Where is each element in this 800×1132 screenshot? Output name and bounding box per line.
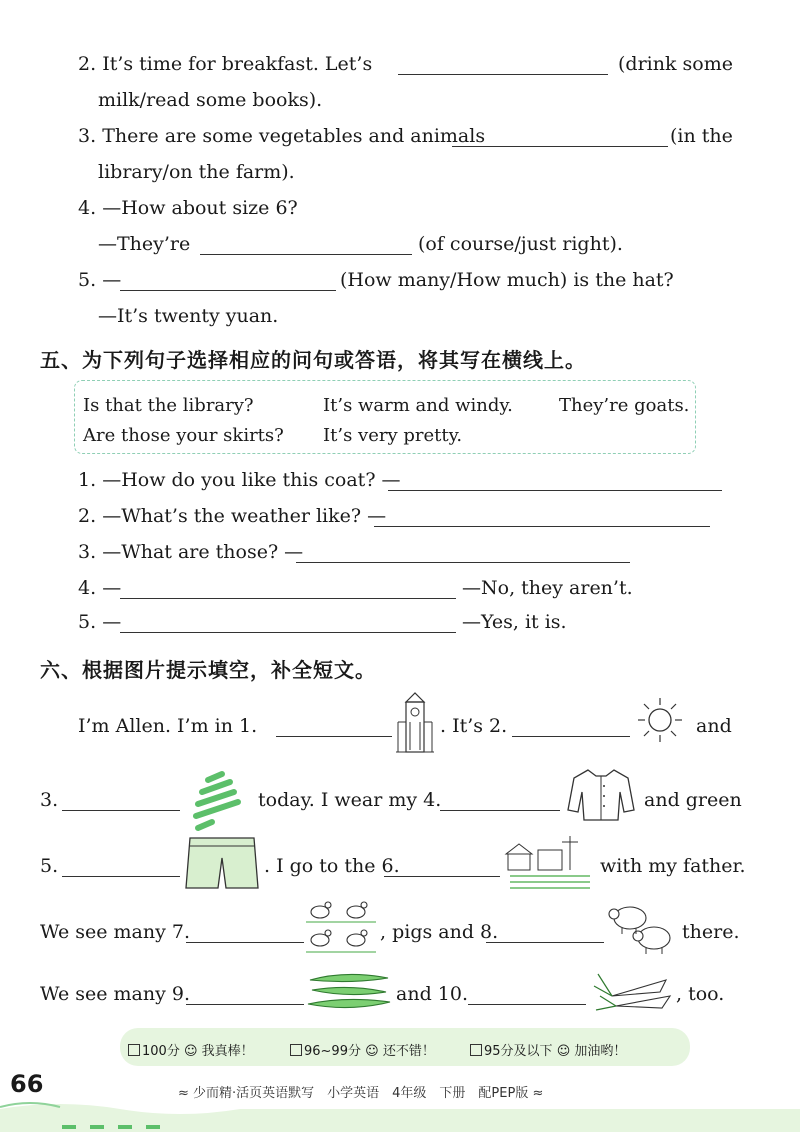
q5-3 — [78, 540, 303, 564]
smile-icon: ☺ — [556, 1044, 571, 1059]
score-item-1 — [128, 1040, 254, 1059]
choice-text: (in the — [670, 125, 733, 147]
passage-text: I’m Allen. I’m in 1. — [78, 715, 258, 737]
score-range: 95分及以下 — [484, 1044, 553, 1059]
passage-text: , pigs and 8. — [380, 921, 499, 943]
passage-text: . It’s 2. — [440, 715, 508, 737]
answer-text: —Yes, it is. — [462, 611, 567, 633]
hens-icon — [306, 898, 378, 956]
q5-1 — [78, 468, 401, 492]
q-number: 4. — [78, 197, 97, 219]
passage-text: We see many 7. — [40, 921, 191, 943]
option-item: Are those your skirts? — [83, 425, 284, 446]
section-title-6: 六、根据图片提示填空，补全短文。 — [40, 658, 376, 682]
question-text: —What’s the weather like? — — [102, 505, 387, 527]
passage-text: We see many 9. — [40, 983, 191, 1005]
option-item: It’s warm and windy. — [323, 395, 513, 416]
checkbox-icon[interactable] — [470, 1044, 482, 1056]
bottom-decoration — [0, 1095, 800, 1132]
option-item: It’s very pretty. — [323, 425, 463, 446]
answer-text: —No, they aren’t. — [462, 577, 633, 599]
answer-blank[interactable] — [468, 986, 586, 1005]
dash: — — [102, 577, 122, 599]
score-comment: 还不错！ — [382, 1044, 435, 1059]
choice-text: milk/read some books). — [98, 89, 323, 111]
passage-text: there. — [682, 921, 740, 943]
passage-text: and — [696, 715, 732, 737]
score-item-2 — [290, 1040, 435, 1059]
shirt-icon — [566, 766, 636, 822]
q-number: 3. — [78, 125, 97, 147]
q4-3-line1 — [78, 124, 485, 148]
answer-blank[interactable] — [62, 858, 180, 877]
score-comment: 加油哟！ — [574, 1044, 627, 1059]
answer-blank[interactable] — [384, 858, 500, 877]
farm-icon — [504, 836, 596, 890]
answer-blank[interactable] — [486, 924, 604, 943]
carrots-icon — [590, 966, 672, 1016]
answer-blank[interactable] — [512, 718, 630, 737]
answer-text: —It’s twenty yuan. — [98, 305, 279, 327]
page-number: 66 — [10, 1070, 44, 1098]
answer-prefix: —They’re — [98, 233, 191, 255]
passage-text: 5. — [40, 855, 59, 877]
q4-5-line1 — [78, 268, 121, 292]
passage-text: with my father. — [600, 855, 746, 877]
choice-text: (of course/just right). — [418, 233, 623, 255]
score-range: 100分 — [142, 1044, 180, 1059]
q-number: 3. — [78, 541, 97, 563]
shorts-icon — [184, 834, 260, 892]
answer-blank[interactable] — [186, 986, 304, 1005]
score-comment: 我真棒！ — [201, 1044, 254, 1059]
passage-text: . I go to the 6. — [264, 855, 400, 877]
score-item-3 — [470, 1040, 626, 1059]
sheep-icon — [606, 900, 676, 956]
choice-text: (drink some — [618, 53, 733, 75]
q4-4-line1 — [78, 196, 298, 220]
answer-blank[interactable] — [296, 544, 630, 563]
option-item: Is that the library? — [83, 395, 254, 416]
sun-icon — [636, 696, 684, 744]
wind-icon — [188, 770, 250, 832]
answer-blank[interactable] — [120, 272, 336, 291]
answer-blank[interactable] — [374, 508, 710, 527]
section-title-5: 五、为下列句子选择相应的问句或答语，将其写在横线上。 — [40, 348, 586, 372]
book-info: ≈ 少而精·活页英语默写 小学英语 4年级 下册 配PEP版 ≈ — [178, 1086, 544, 1101]
q-number: 2. — [78, 505, 97, 527]
question-text: There are some vegetables and animals — [102, 125, 486, 147]
checkbox-icon[interactable] — [128, 1044, 140, 1056]
options-box — [74, 380, 696, 454]
answer-blank[interactable] — [388, 472, 722, 491]
passage-text: , too. — [676, 983, 725, 1005]
q5-5 — [78, 610, 121, 634]
passage-text: and green — [644, 789, 742, 811]
answer-blank[interactable] — [398, 56, 608, 75]
q-number: 4. — [78, 577, 97, 599]
answer-blank[interactable] — [120, 614, 456, 633]
answer-blank[interactable] — [186, 924, 304, 943]
answer-blank[interactable] — [452, 128, 668, 147]
q5-2 — [78, 504, 386, 528]
answer-blank[interactable] — [276, 718, 392, 737]
answer-blank[interactable] — [62, 792, 180, 811]
score-range: 96~99分 — [304, 1044, 361, 1059]
q-number: 1. — [78, 469, 97, 491]
question-text: It’s time for breakfast. Let’s — [102, 53, 373, 75]
question-text: —How do you like this coat? — — [102, 469, 401, 491]
passage-text: 3. — [40, 789, 59, 811]
passage-text: and 10. — [396, 983, 468, 1005]
q-number: 5. — [78, 611, 97, 633]
q5-4 — [78, 576, 121, 600]
answer-blank[interactable] — [200, 236, 412, 255]
q4-2-line1 — [78, 52, 372, 76]
passage-text: today. I wear my 4. — [258, 789, 442, 811]
option-item: They’re goats. — [559, 395, 690, 416]
choice-text: library/on the farm). — [98, 161, 295, 183]
green-beans-icon — [306, 970, 392, 1012]
dash: — — [102, 611, 122, 633]
q-number: 2. — [78, 53, 97, 75]
answer-blank[interactable] — [440, 792, 560, 811]
q-number: 5. — [78, 269, 97, 291]
answer-blank[interactable] — [120, 580, 456, 599]
smile-icon: ☺ — [183, 1044, 198, 1059]
question-text: —What are those? — — [102, 541, 304, 563]
question-text: —How about size 6? — [102, 197, 298, 219]
choice-text: (How many/How much) is the hat? — [340, 269, 674, 291]
question-text: — — [102, 269, 122, 291]
smile-icon: ☺ — [365, 1044, 379, 1059]
checkbox-icon[interactable] — [290, 1044, 302, 1056]
library-icon — [396, 692, 434, 754]
